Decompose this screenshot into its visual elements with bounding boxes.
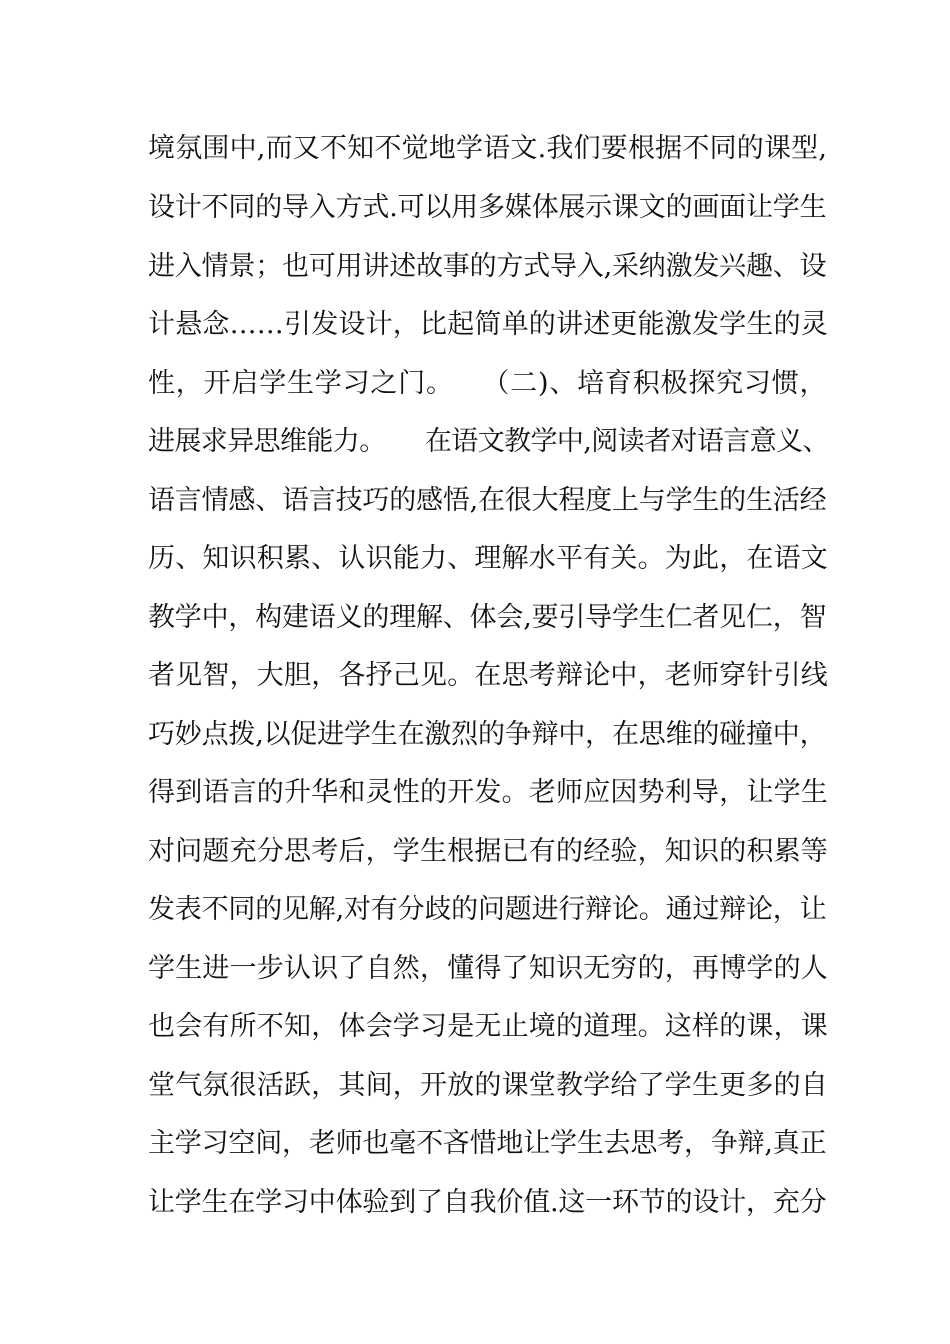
- text-line: 者见智，大胆，各抒己见。在思考辩论中，老师穿针引线: [148, 660, 828, 691]
- text-line: 巧妙点拨,以促进学生在激烈的争辩中，在思维的碰撞中，: [148, 719, 827, 750]
- text-line: 得到语言的升华和灵性的开发。老师应因势利导，让学生: [148, 777, 828, 808]
- text-line: 对问题充分思考后，学生根据已有的经验，知识的积累等: [148, 836, 828, 867]
- text-line: 让学生在学习中体验到了自我价值.这一环节的设计，充分: [148, 1187, 827, 1218]
- text-line: 主学习空间，老师也毫不吝惜地让学生去思考，争辩,真正: [148, 1128, 827, 1159]
- text-line: 语言情感、语言技巧的感悟,在很大程度上与学生的生活经: [148, 485, 827, 516]
- text-line: 学生进一步认识了自然，懂得了知识无穷的，再博学的人: [148, 953, 828, 984]
- text-line: 进入情景；也可用讲述故事的方式导入,采纳激发兴趣、设: [148, 251, 827, 282]
- text-line: 性，开启学生学习之门。 （二)、培育积极探究习惯，: [148, 368, 828, 399]
- text-line: 历、知识积累、认识能力、理解水平有关。为此，在语文: [148, 543, 828, 574]
- text-line: 计悬念……引发设计，比起简单的讲述更能激发学生的灵: [148, 309, 828, 340]
- text-line: 堂气氛很活跃，其间，开放的课堂教学给了学生更多的自: [148, 1070, 828, 1101]
- text-line: 发表不同的见解,对有分歧的问题进行辩论。通过辩论，让: [148, 894, 827, 925]
- text-line: 也会有所不知，体会学习是无止境的道理。这样的课，课: [148, 1011, 828, 1042]
- text-line: 进展求异思维能力。 在语文教学中,阅读者对语言意义、: [148, 426, 829, 457]
- text-line: 境氛围中,而又不知不觉地学语文.我们要根据不同的课型,: [148, 133, 828, 164]
- text-line: 设计不同的导入方式.可以用多媒体展示课文的画面让学生: [148, 192, 827, 223]
- text-line: 教学中，构建语义的理解、体会,要引导学生仁者见仁，智: [148, 602, 827, 633]
